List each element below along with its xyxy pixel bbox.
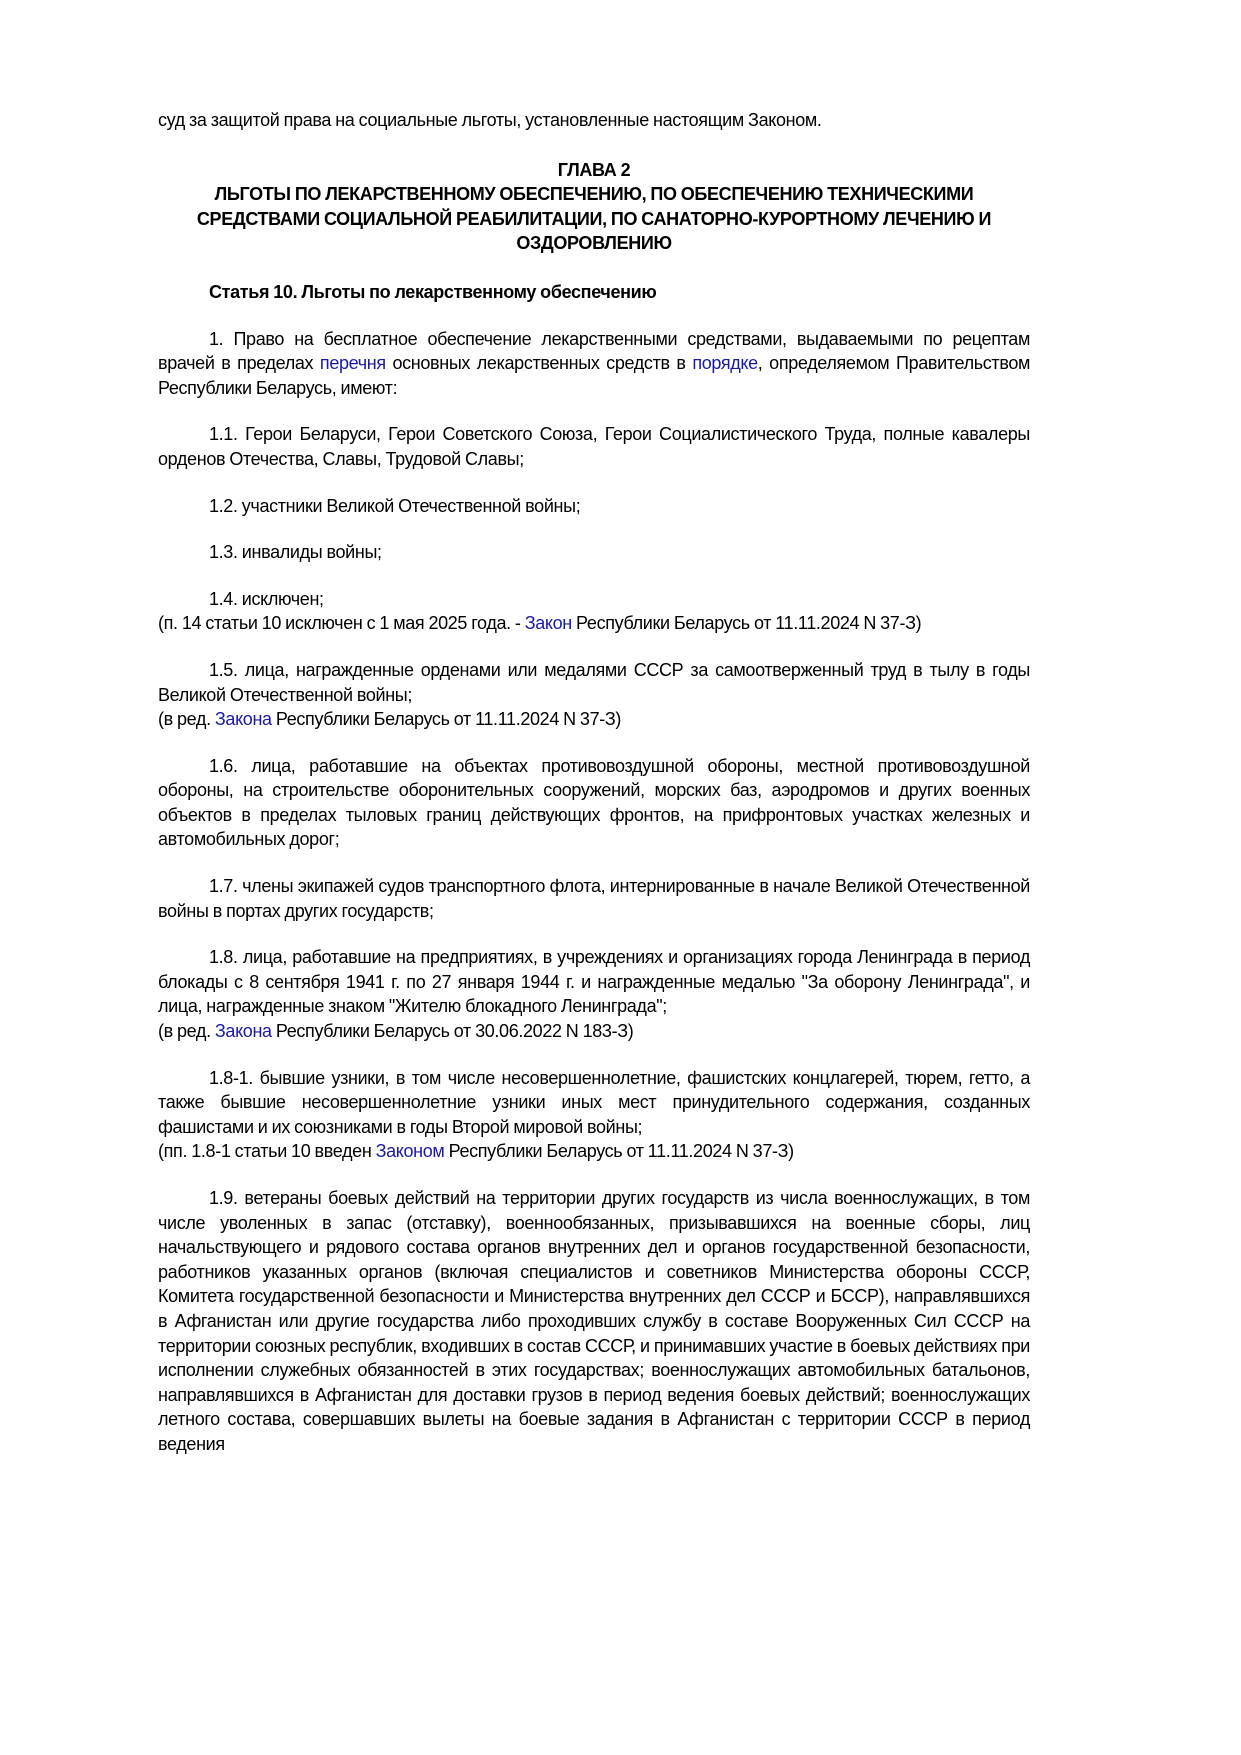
article-title: Статья 10. Льготы по лекарственному обеспечению <box>209 281 657 302</box>
paragraph-1-text-start: 1. Право на бесплатное обеспечение лекарственными средствами, выдаваемыми по рецептам врачей в пределах <box>158 328 1030 374</box>
link-zakona-1-8[interactable]: Закона <box>214 1021 272 1042</box>
chapter-title-line-2: СРЕДСТВАМИ СОЦИАЛЬНОЙ РЕАБИЛИТАЦИИ, ПО САНАТОРНО-КУРОРТНОМУ ЛЕЧЕНИЮ И <box>196 208 992 229</box>
intro-paragraph: суд за защитой права на социальные льготы, установленные настоящим Законом. <box>158 110 822 130</box>
item-1-4: 1.4. исключен; <box>209 588 324 609</box>
item-1-8-amendment-note <box>158 1019 1030 1044</box>
note-text-end: Республики Беларусь от 30.06.2022 N 183-З) <box>271 1021 634 1042</box>
link-perechnya[interactable]: перечня <box>319 353 386 374</box>
item-1-1: 1.1. Герои Беларуси, Герои Советского Союза, Герои Социалистического Труда, полные кавалеры орденов Отечества, Славы, Трудовой Славы; <box>158 424 1030 469</box>
note-text-end: Республики Беларусь от 11.11.2024 N 37-З) <box>571 613 922 634</box>
paragraph-1-text-end: , определяемом Правительством Республики Беларусь, имеют: <box>158 353 1031 398</box>
note-text-end: Республики Беларусь от 11.11.2024 N 37-З) <box>444 1141 794 1162</box>
item-1-5-amendment-note <box>158 707 1030 732</box>
link-poryadke[interactable]: порядке <box>692 353 758 374</box>
note-text-end: Республики Беларусь от 11.11.2024 N 37-З) <box>271 709 622 730</box>
link-zakonom-1-8-1[interactable]: Законом <box>375 1141 445 1162</box>
item-1-6: 1.6. лица, работавшие на объектах противовоздушной обороны, местной противовоздушной обороны, на строительстве оборонительных сооружений, морских баз, аэродромов и других военных объектов в пределах тыловых границ действующих фронтов, на прифронтовых участках железных и автомобильных дорог; <box>158 755 1030 850</box>
link-zakona-1-5[interactable]: Закона <box>214 709 272 730</box>
note-text-start: (в ред. <box>158 1021 215 1042</box>
item-1-3: 1.3. инвалиды войны; <box>209 542 382 563</box>
paragraph-1 <box>158 327 1030 401</box>
link-zakon-1-4[interactable]: Закон <box>524 613 572 634</box>
item-1-4-amendment-note <box>158 611 1030 636</box>
item-1-5: 1.5. лица, награжденные орденами или медалями СССР за самоотверженный труд в тылу в годы Великой Отечественной войны; <box>158 659 1030 705</box>
chapter-heading <box>158 158 1030 256</box>
document-page <box>158 108 1030 1457</box>
chapter-title-line-1: ЛЬГОТЫ ПО ЛЕКАРСТВЕННОМУ ОБЕСПЕЧЕНИЮ, ПО ОБЕСПЕЧЕНИЮ ТЕХНИЧЕСКИМИ <box>214 184 974 205</box>
note-text-start: (в ред. <box>158 709 215 730</box>
note-text-start: (п. 14 статьи 10 исключен с 1 мая 2025 года. - <box>158 613 525 634</box>
chapter-title-line-3: ОЗДОРОВЛЕНИЮ <box>516 233 672 254</box>
item-1-7: 1.7. члены экипажей судов транспортного флота, интернированные в начале Великой Отечественной войны в портах других государств; <box>158 876 1030 921</box>
paragraph-1-text-middle: основных лекарственных средств в <box>385 353 693 374</box>
item-1-2: 1.2. участники Великой Отечественной войны; <box>209 495 581 516</box>
note-text-start: (пп. 1.8-1 статьи 10 введен <box>158 1141 376 1162</box>
item-1-8-1-amendment-note <box>158 1139 1030 1164</box>
chapter-number: ГЛАВА 2 <box>557 159 631 180</box>
item-1-8: 1.8. лица, работавшие на предприятиях, в учреждениях и организациях города Ленинграда в период блокады с 8 сентября 1941 г. по 27 января 1944 г. и награжденные медалью "За оборону Ленинграда", и лица, награжденные знаком "Жителю блокадного Ленинграда"; <box>158 947 1030 1017</box>
item-1-9: 1.9. ветераны боевых действий на территории других государств из числа военнослужащих, в том числе уволенных в запас (отставку), военнообязанных, призывавшихся на военные сборы, лиц начальствующего и рядового состава органов внутренних дел и органов государственной безопасности, работников указанных органов (включая специалистов и советников Министерства обороны СССР, Комитета государственной безопасности и Министерства внутренних дел СССР и БССР), направлявшихся в Афганистан или другие государства либо проходивших службу в составе Вооруженных Сил СССР на территории союзных республик, входивших в состав СССР, и принимавших участие в боевых действиях при исполнении служебных обязанностей в этих государствах; военнослужащих автомобильных батальонов, направлявшихся в Афганистан для доставки грузов в период ведения боевых действий; военнослужащих летного состава, совершавших вылеты на боевые задания в Афганистан с территории СССР в период ведения <box>158 1188 1030 1454</box>
item-1-8-1: 1.8-1. бывшие узники, в том числе несовершеннолетние, фашистских концлагерей, тюрем, гетто, а также бывшие несовершеннолетние узники иных мест принудительного содержания, созданных фашистами и их союзниками в годы Второй мировой войны; <box>158 1067 1030 1137</box>
